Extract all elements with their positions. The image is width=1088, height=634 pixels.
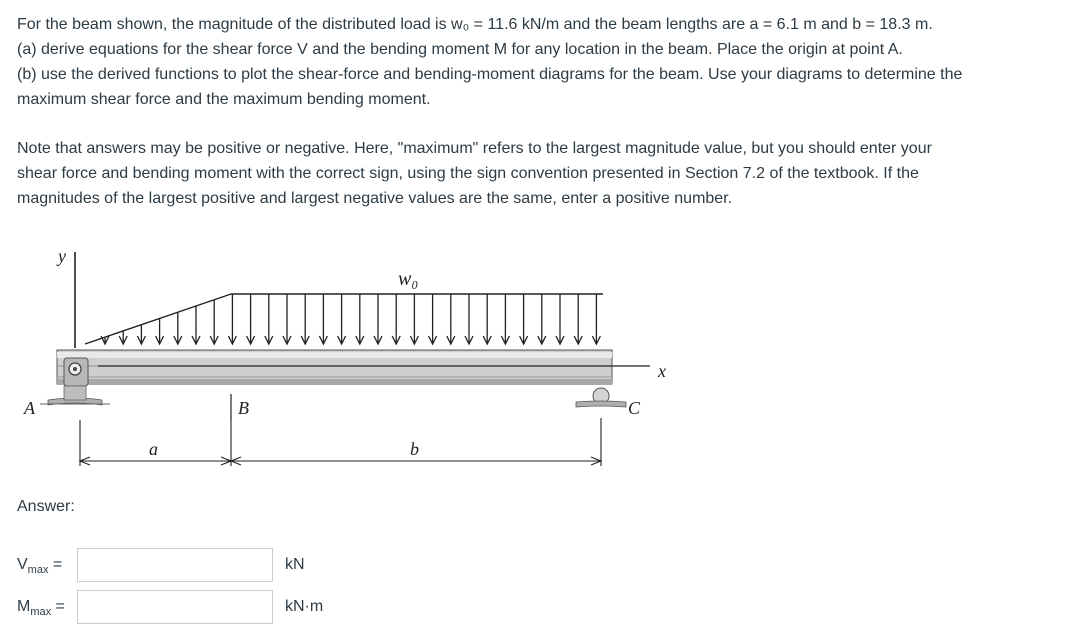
problem-line-2: (a) derive equations for the shear force V and the bending moment M for any location in the beam. Place the origin at point A. (17, 41, 903, 58)
load-label (398, 268, 418, 290)
dimension-b-label: b (410, 439, 419, 459)
note-line-3: magnitudes of the largest positive and largest negative values are the same, enter a positive number. (17, 190, 733, 207)
problem-line-4: maximum shear force and the maximum bending moment. (17, 91, 431, 108)
beam-figure (0, 236, 700, 476)
mmax-input[interactable] (77, 590, 273, 624)
point-c-label: C (628, 398, 641, 418)
point-b-label: B (238, 398, 249, 418)
beam (57, 350, 612, 384)
note-line-2: shear force and bending moment with the correct sign, using the sign convention presented in Section 7.2 of the textbook. If the (17, 165, 919, 182)
answer-heading: Answer: (17, 498, 75, 515)
mmax-subscript: max (30, 606, 52, 618)
vmax-subscript: max (27, 564, 49, 576)
mmax-unit: kN·m (285, 598, 324, 615)
dimension-a-label: a (149, 439, 158, 459)
note-line-1: Note that answers may be positive or negative. Here, "maximum" refers to the largest magnitude value, but you should enter your (17, 140, 932, 157)
problem-note (17, 136, 1077, 211)
mmax-equals: = (51, 598, 65, 615)
vmax-symbol: V (17, 556, 28, 573)
problem-line-1: For the beam shown, the magnitude of the distributed load is w₀ = 11.6 kN/m and the beam lengths are a = 6.1 m and b = 18.3 m. (17, 16, 933, 33)
mmax-symbol: M (17, 598, 31, 615)
vmax-label (17, 556, 62, 576)
y-axis-label: y (58, 246, 66, 266)
problem-line-3: (b) use the derived functions to plot the shear-force and bending-moment diagrams for the beam. Use your diagrams to determine the (17, 66, 963, 83)
problem-statement (17, 12, 1077, 112)
dimension-lines (80, 418, 601, 466)
load-label-text: w₀ (398, 268, 419, 290)
vmax-input[interactable] (77, 548, 273, 582)
vmax-unit: kN (285, 556, 305, 573)
x-axis-label: x (658, 361, 666, 381)
mmax-label (17, 598, 65, 618)
load-ramp-line (85, 294, 231, 344)
roller-support-c (576, 388, 626, 407)
vmax-equals: = (48, 556, 63, 573)
point-a-label: A (24, 398, 35, 418)
load-arrows (101, 294, 600, 344)
